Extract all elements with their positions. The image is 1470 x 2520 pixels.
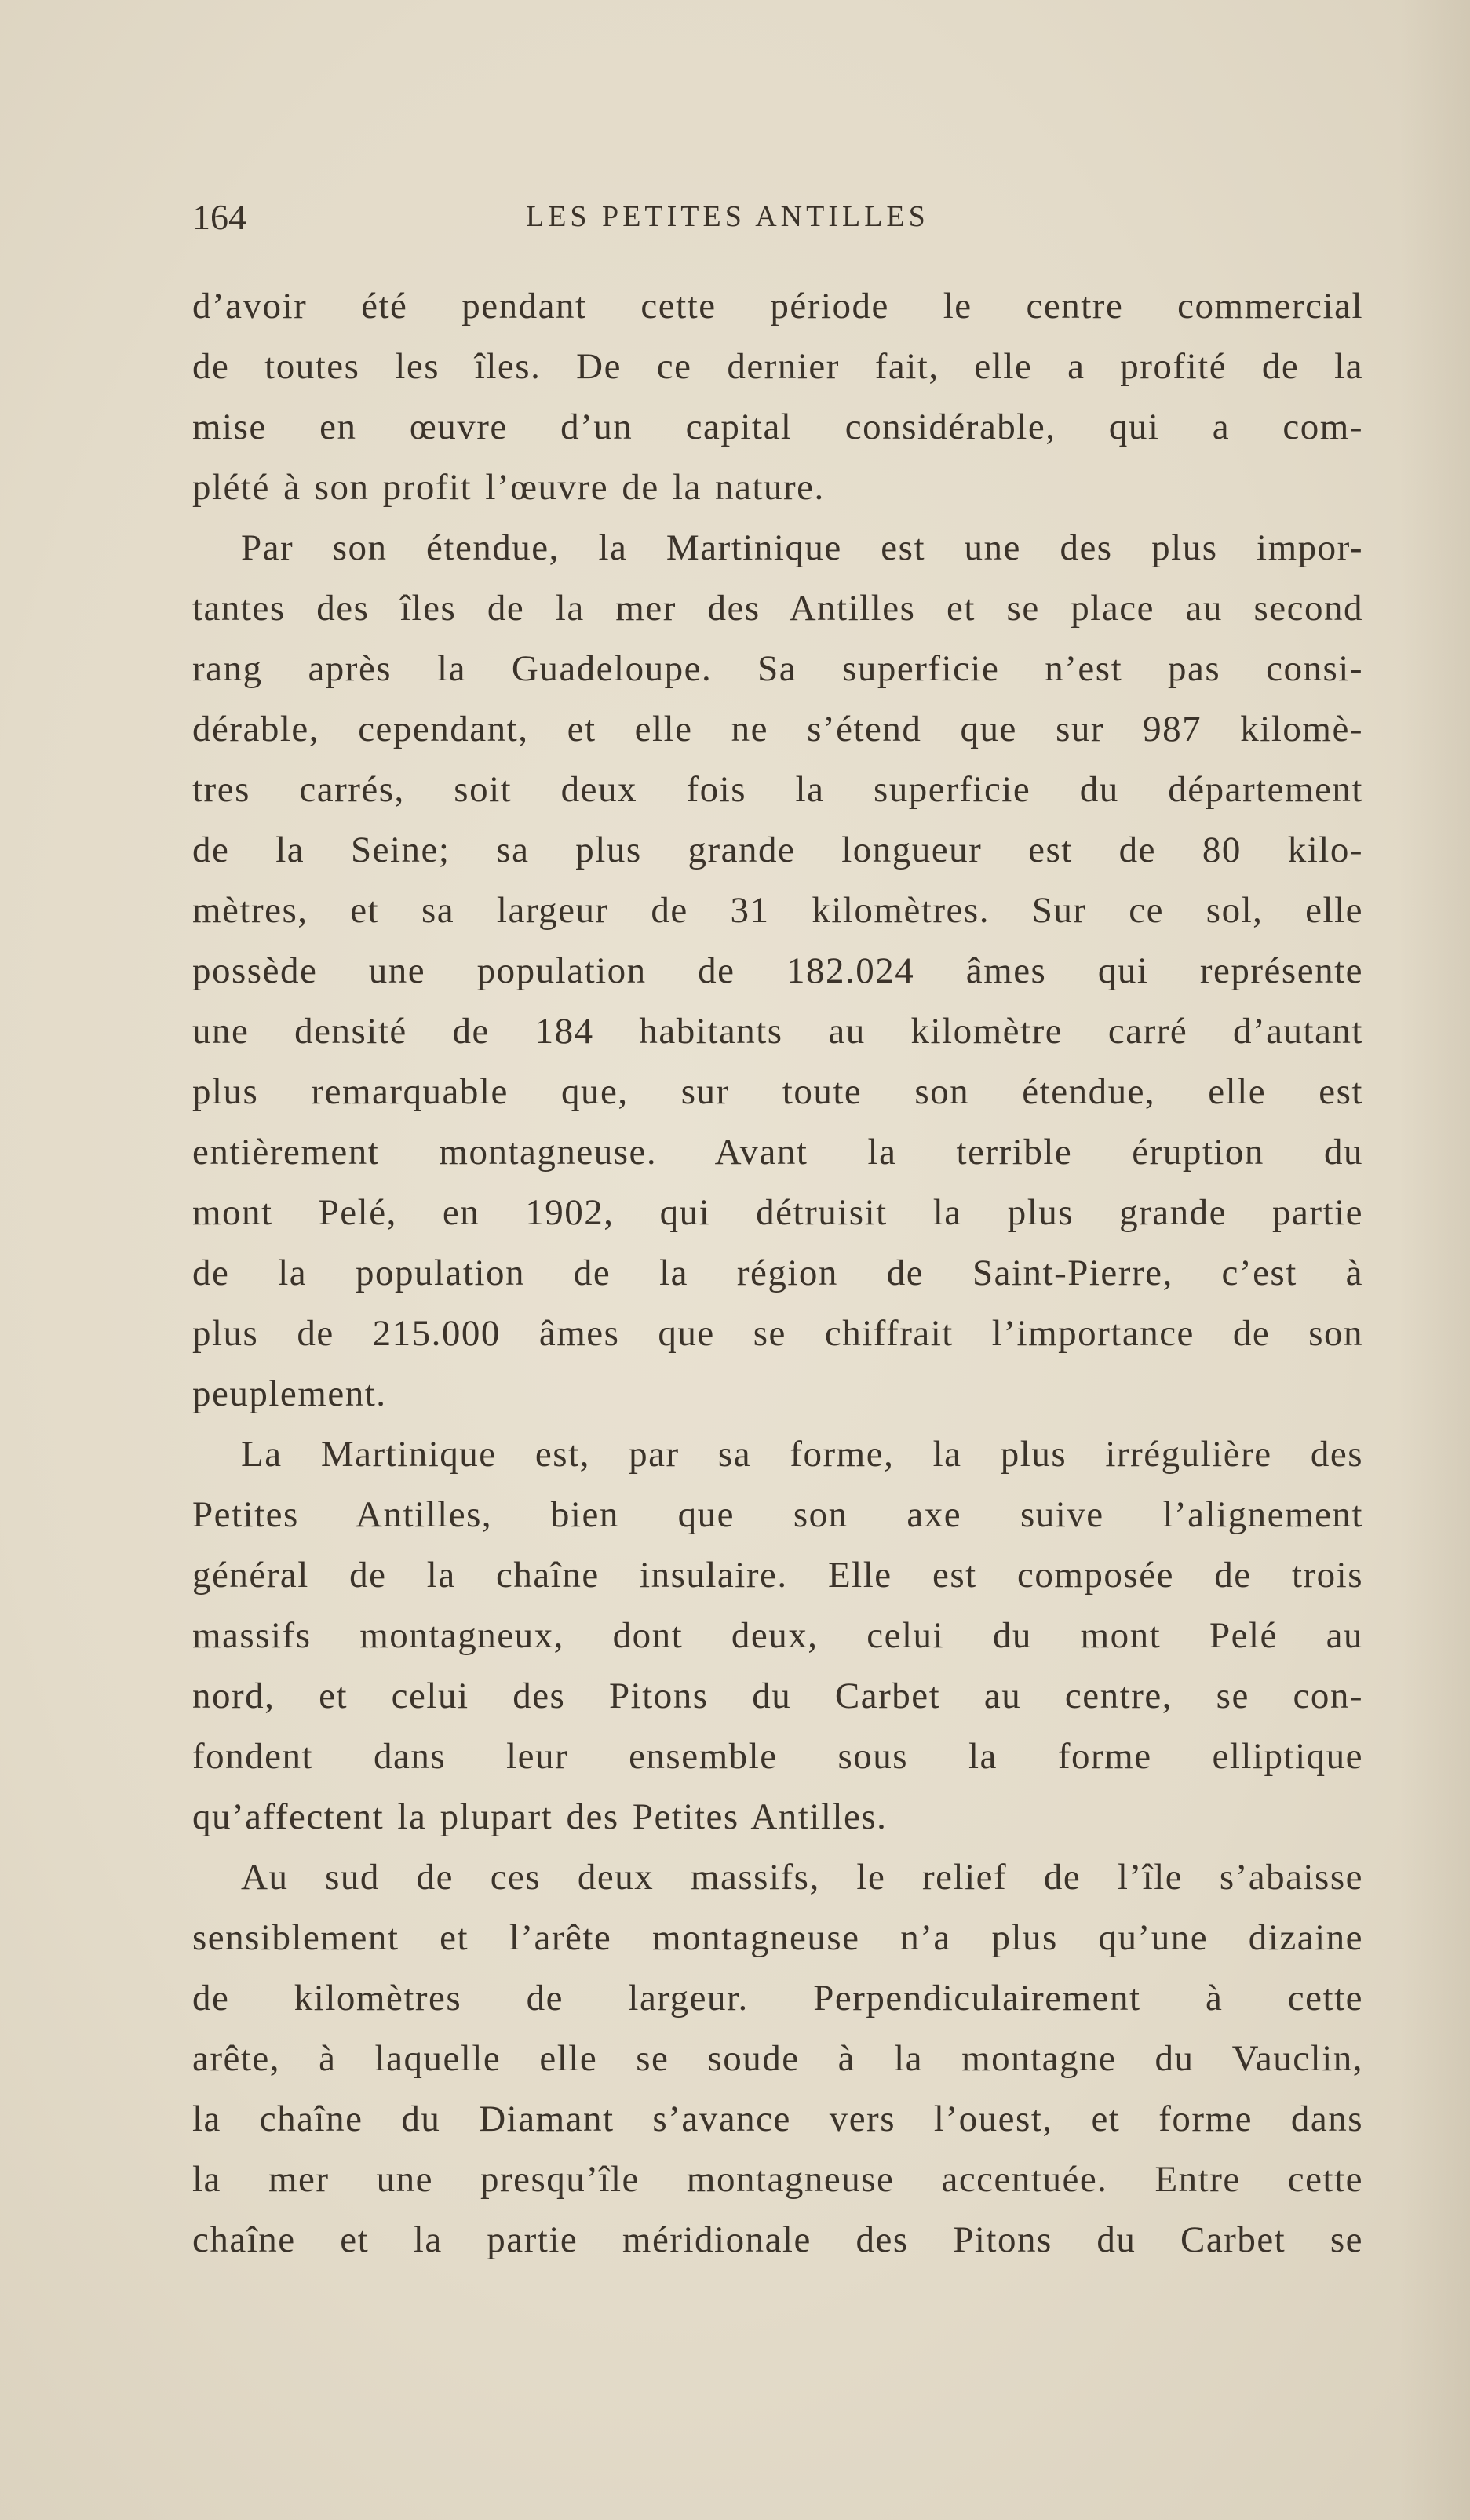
- paragraph: [192, 1424, 1363, 1847]
- text-line: Par son étendue, la Martinique est une des plus impor-: [241, 527, 1363, 568]
- text-line: mètres, et sa largeur de 31 kilomètres. Sur ce sol, elle: [192, 890, 1363, 931]
- text-line: fondent dans leur ensemble sous la forme elliptique: [192, 1736, 1363, 1777]
- text-line: tres carrés, soit deux fois la superficie du département: [192, 769, 1363, 810]
- text-line: La Martinique est, par sa forme, la plus irrégulière des: [241, 1434, 1363, 1475]
- text-line: arête, à laquelle elle se soude à la montagne du Vauclin,: [192, 2038, 1363, 2079]
- text-line: Petites Antilles, bien que son axe suive l’alignement: [192, 1494, 1363, 1535]
- text-line: plus de 215.000 âmes que se chiffrait l’importance de son: [192, 1313, 1363, 1354]
- running-title: LES PETITES ANTILLES: [526, 200, 929, 233]
- text-line: de la population de la région de Saint-Pierre, c’est à: [192, 1253, 1363, 1293]
- paragraph: [192, 518, 1363, 1424]
- text-line: de toutes les îles. De ce dernier fait, elle a profité de la: [192, 346, 1363, 387]
- page-edge-shadow: [1399, 0, 1470, 2520]
- text-line: d’avoir été pendant cette période le centre commercial: [192, 286, 1363, 326]
- text-line: plus remarquable que, sur toute son étendue, elle est: [192, 1071, 1363, 1112]
- text-line: de kilomètres de largeur. Perpendiculairement à cette: [192, 1978, 1363, 2019]
- paragraph: [192, 276, 1363, 518]
- text-line: sensiblement et l’arête montagneuse n’a plus qu’une dizaine: [192, 1917, 1363, 1958]
- text-line: la mer une presqu’île montagneuse accentuée. Entre cette: [192, 2159, 1363, 2200]
- text-line: rang après la Guadeloupe. Sa superficie n’est pas consi-: [192, 648, 1363, 689]
- text-line: massifs montagneux, dont deux, celui du mont Pelé au: [192, 1615, 1363, 1656]
- text-line: plété à son profit l’œuvre de la nature.: [192, 467, 825, 508]
- paragraph: [192, 1847, 1363, 2270]
- text-line: entièrement montagneuse. Avant la terrible éruption du: [192, 1132, 1363, 1172]
- text-line: une densité de 184 habitants au kilomètre carré d’autant: [192, 1011, 1363, 1052]
- text-line: Au sud de ces deux massifs, le relief de l’île s’abaisse: [241, 1857, 1363, 1898]
- text-line: chaîne et la partie méridionale des Pitons du Carbet se: [192, 2219, 1363, 2260]
- text-line: tantes des îles de la mer des Antilles et se place au second: [192, 588, 1363, 629]
- text-line: qu’affectent la plupart des Petites Antilles.: [192, 1796, 888, 1837]
- text-line: possède une population de 182.024 âmes qui représente: [192, 950, 1363, 991]
- body-text: [192, 276, 1363, 2270]
- page-number: 164: [192, 197, 246, 237]
- text-line: mise en œuvre d’un capital considérable, qui a com-: [192, 407, 1363, 447]
- text-line: mont Pelé, en 1902, qui détruisit la plus grande partie: [192, 1192, 1363, 1233]
- running-head: [192, 196, 1048, 243]
- text-line: nord, et celui des Pitons du Carbet au centre, se con-: [192, 1676, 1363, 1716]
- text-line: de la Seine; sa plus grande longueur est de 80 kilo-: [192, 830, 1363, 870]
- text-line: dérable, cependant, et elle ne s’étend que sur 987 kilomè-: [192, 709, 1363, 749]
- text-line: la chaîne du Diamant s’avance vers l’ouest, et forme dans: [192, 2099, 1363, 2139]
- text-line: peuplement.: [192, 1373, 387, 1414]
- text-line: général de la chaîne insulaire. Elle est composée de trois: [192, 1555, 1363, 1596]
